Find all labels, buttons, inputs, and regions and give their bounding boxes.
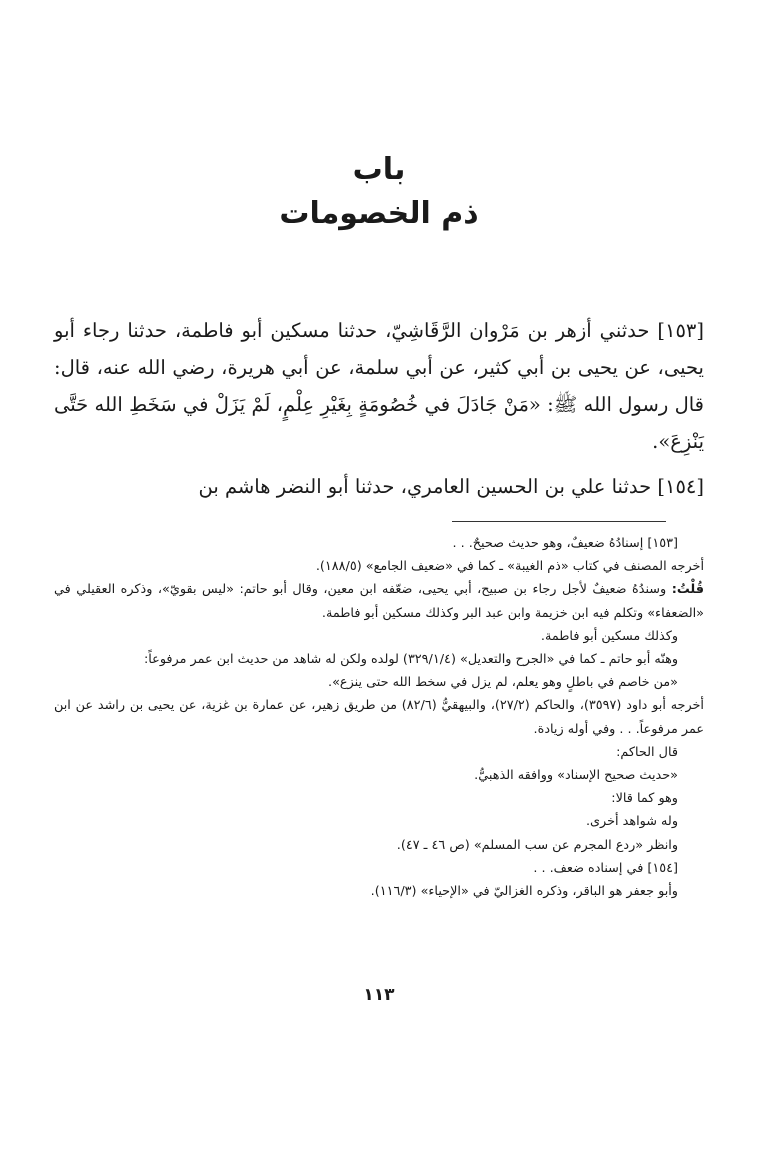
footnote-line: [١٥٤] في إسناده ضعف. . .	[533, 860, 678, 876]
footnote-line: وانظر «ردع المجرم عن سب المسلم» (ص ٤٦ ـ ٤٧).	[396, 837, 678, 853]
footnote-line	[54, 578, 704, 624]
footnote-line: وأبو جعفر هو الباقر، وذكره الغزاليّ في «الإحياء» (١١٦/٣).	[370, 884, 678, 900]
footnote-line: وكذلك مسكين أبو فاطمة.	[540, 628, 678, 644]
footnote-line: «حديث صحيح الإسناد» ووافقه الذهبيُّ.	[474, 768, 678, 784]
footnote-line: وهو كما قالا:	[611, 791, 678, 807]
footnote-line: «من خاصم في باطلٍ وهو يعلم، لم يزل في سخط الله حتى ينزع».	[328, 675, 678, 691]
hadith-153: [١٥٣] حدثني أزهر بن مَرْوان الرَّقَاشِيّ، حدثنا مسكين أبو فاطمة، حدثنا رجاء أبو يحيى، عن يحيى بن أبي كثير، عن أبي سلمة، عن أبي هريرة، رضي الله عنه، قال: قال رسول الله ﷺ: «مَنْ جَادَلَ في خُصُومَةٍ بِغَيْرِ عِلْمٍ، لَمْ يَزَلْ في سَخَطِ الله حَتَّى يَنْزِعَ».	[54, 319, 704, 453]
footnote-line: وله شواهد أخرى.	[585, 814, 678, 830]
chapter-heading-line2: ذم الخصومات	[279, 196, 479, 231]
footnote-line: قال الحاكم:	[616, 744, 678, 760]
footnote-text: وسندُهُ ضعيفٌ لأجل رجاء بن صبيح، أبي يحيى، ضعّفه ابن معين، وقال أبو حاتم: «ليس بقويّ»، وذكره العقيلي في «الضعفاء» وتكلم فيه ابن خزيمة وابن عبد البر وكذلك مسكين أبو فاطمة.	[54, 582, 704, 621]
footnote-qultu: قُلْتُ:	[671, 582, 704, 598]
chapter-heading-line1: باب	[352, 152, 406, 187]
footnote-line: وهنّه أبو حاتم ـ كما في «الجرح والتعديل» (٣٢٩/١/٤) لولده ولكن له شاهد من حديث ابن عمر مرفوعاً:	[143, 652, 678, 668]
hadith-154: [١٥٤] حدثنا علي بن الحسين العامري، حدثنا أبو النضر هاشم بن	[198, 475, 704, 498]
footnote-line: أخرجه أبو داود (٣٥٩٧)، والحاكم (٢٧/٢)، والبيهقيُّ (٨٢/٦) من طريق زهير، عن عمارة بن غزية، عن يحيى بن راشد عن ابن عمر مرفوعاً. . . وفي أوله زيادة.	[54, 698, 704, 737]
footnote-separator	[452, 521, 666, 522]
footnotes	[54, 532, 704, 903]
page-number: ١١٣	[363, 985, 395, 1005]
main-text	[54, 312, 704, 505]
footnote-line: [١٥٣] إسنادُهُ ضعيفٌ، وهو حديث صحيحٌ. . .	[452, 536, 678, 551]
chapter-heading	[0, 148, 758, 236]
footnote-line: أخرجه المصنف في كتاب «ذم الغيبة» ـ كما في «ضعيف الجامع» (١٨٨/٥).	[315, 559, 704, 575]
